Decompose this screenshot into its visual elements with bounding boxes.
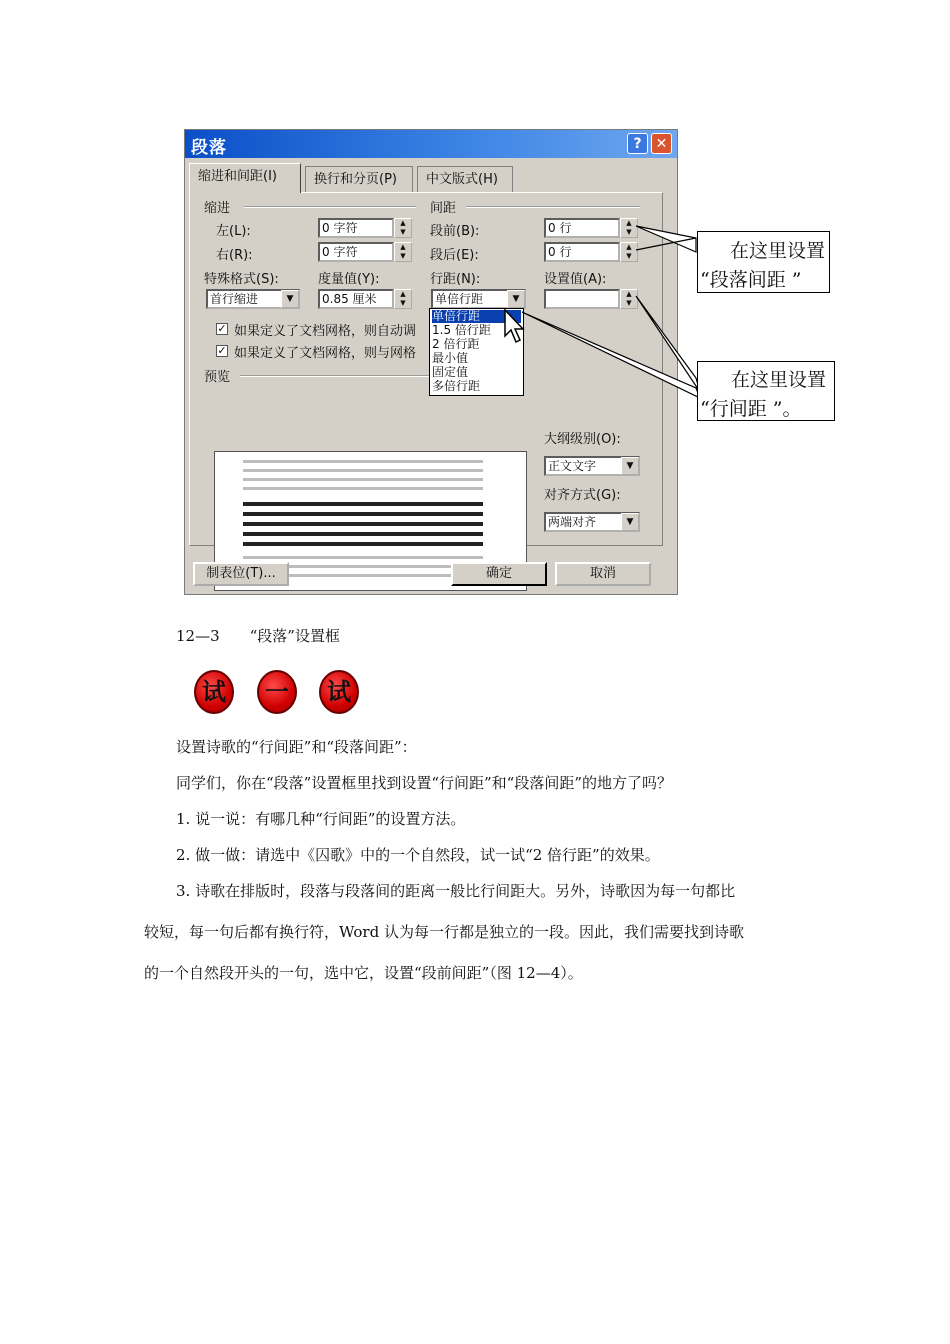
tab-line-page-breaks[interactable]: 换行和分页(P) — [305, 166, 413, 192]
left-indent-spinner[interactable]: ▲ ▼ — [394, 218, 412, 238]
special-format-select[interactable]: 首行缩进 — [206, 289, 300, 309]
setting-value-input[interactable] — [544, 289, 620, 309]
body-paragraph: 较短，每一句后都有换行符，Word 认为每一行都是独立的一段。因此，我们需要找到诗歌 — [144, 923, 744, 941]
preview-divider — [240, 375, 430, 377]
spacing-group-label: 间距 — [430, 201, 457, 216]
line-spacing-callout-line2: “行间距 ”。 — [700, 398, 802, 420]
alignment-label: 对齐方式(G): — [544, 488, 621, 503]
cancel-button[interactable]: 取消 — [555, 562, 651, 586]
right-indent-label: 右(R): — [216, 248, 253, 263]
space-after-spinner[interactable]: ▲ ▼ — [620, 242, 638, 262]
tab-chinese-typography[interactable]: 中文版式(H) — [417, 166, 513, 192]
spacing-divider — [466, 206, 640, 208]
setting-value-spinner[interactable]: ▲ ▼ — [620, 289, 638, 309]
tab-indent-spacing[interactable]: 缩进和间距(I) — [189, 163, 301, 193]
outline-level-select[interactable]: 正文文字 — [544, 456, 640, 476]
grid-auto-adjust-label: 如果定义了文档网格，则自动调 — [234, 324, 417, 339]
mouse-cursor-icon — [503, 308, 529, 348]
line-spacing-option[interactable]: 最小值 — [432, 351, 469, 365]
paragraph-spacing-callout-line2: “段落间距 ” — [700, 269, 802, 291]
alignment-chevron-down-icon[interactable]: ▼ — [621, 513, 639, 531]
line-spacing-option[interactable]: 2 倍行距 — [432, 337, 480, 351]
right-indent-spinner[interactable]: ▲ ▼ — [394, 242, 412, 262]
indent-divider — [244, 206, 416, 208]
special-format-label: 特殊格式(S): — [204, 272, 279, 287]
paragraph-dialog — [184, 129, 678, 595]
body-paragraph: 3. 诗歌在排版时，段落与段落间的距离一般比行间距大。另外，诗歌因为每一句都比 — [176, 882, 736, 900]
setting-value-label: 设置值(A): — [544, 272, 607, 287]
seal-icon: 一 — [257, 670, 297, 714]
tab-panel — [189, 192, 663, 546]
line-spacing-option[interactable]: 固定值 — [432, 365, 469, 379]
help-button[interactable]: ? — [627, 133, 648, 154]
preview-label: 预览 — [204, 370, 231, 385]
space-before-label: 段前(B): — [430, 224, 480, 239]
alignment-select[interactable]: 两端对齐 — [544, 512, 640, 532]
body-paragraph: 设置诗歌的“行间距”和“段落间距”： — [176, 738, 417, 756]
tabs-button[interactable]: 制表位(T)... — [193, 562, 289, 586]
dialog-title: 段落 — [191, 138, 227, 158]
space-before-spinner[interactable]: ▲ ▼ — [620, 218, 638, 238]
left-indent-label: 左(L): — [216, 224, 251, 239]
indent-group-label: 缩进 — [204, 201, 231, 216]
space-after-input[interactable]: 0 行 — [544, 242, 620, 262]
line-spacing-option[interactable]: 1.5 倍行距 — [432, 323, 491, 337]
seal-icon: 试 — [194, 670, 234, 714]
line-spacing-option[interactable]: 多倍行距 — [432, 379, 481, 393]
right-indent-input[interactable]: 0 字符 — [318, 242, 394, 262]
left-indent-input[interactable]: 0 字符 — [318, 218, 394, 238]
space-before-input[interactable]: 0 行 — [544, 218, 620, 238]
line-spacing-callout-line1: 在这里设置 — [731, 369, 827, 391]
paragraph-spacing-callout-line1: 在这里设置 — [730, 240, 826, 262]
grid-snap-label: 如果定义了文档网格，则与网格 — [234, 346, 417, 361]
seal-icon: 试 — [319, 670, 359, 714]
measure-label: 度量值(Y): — [318, 272, 380, 287]
body-paragraph: 的一个自然段开头的一句，选中它，设置“段前间距”（图 12—4）。 — [144, 964, 583, 982]
line-spacing-option[interactable]: 单倍行距 — [432, 310, 521, 323]
outline-level-chevron-down-icon[interactable]: ▼ — [621, 457, 639, 475]
grid-snap-checkbox[interactable]: ✓ — [217, 344, 227, 357]
line-spacing-callout — [697, 361, 835, 421]
body-paragraph: 同学们，你在“段落”设置框里找到设置“行间距”和“段落间距”的地方了吗？ — [176, 774, 673, 792]
line-spacing-select[interactable]: 单倍行距 — [431, 289, 526, 309]
measure-input[interactable]: 0.85 厘米 — [318, 289, 394, 309]
close-button[interactable]: ✕ — [651, 133, 672, 154]
grid-auto-adjust-checkbox[interactable]: ✓ — [217, 322, 227, 335]
dialog-titlebar[interactable] — [185, 130, 677, 158]
paragraph-spacing-callout — [697, 231, 830, 293]
special-format-chevron-down-icon[interactable]: ▼ — [281, 290, 299, 308]
space-after-label: 段后(E): — [430, 248, 479, 263]
ok-button[interactable]: 确定 — [451, 562, 547, 586]
line-spacing-label: 行距(N): — [430, 272, 481, 287]
body-paragraph: 1. 说一说：有哪几种“行间距”的设置方法。 — [176, 810, 466, 828]
measure-spinner[interactable]: ▲ ▼ — [394, 289, 412, 309]
outline-level-label: 大纲级别(O): — [544, 432, 621, 447]
figure-caption: 12—3 “段落”设置框 — [176, 627, 340, 645]
body-paragraph: 2. 做一做：请选中《囚歌》中的一个自然段，试一试“2 倍行距”的效果。 — [176, 846, 660, 864]
line-spacing-chevron-down-icon[interactable]: ▼ — [507, 290, 525, 308]
